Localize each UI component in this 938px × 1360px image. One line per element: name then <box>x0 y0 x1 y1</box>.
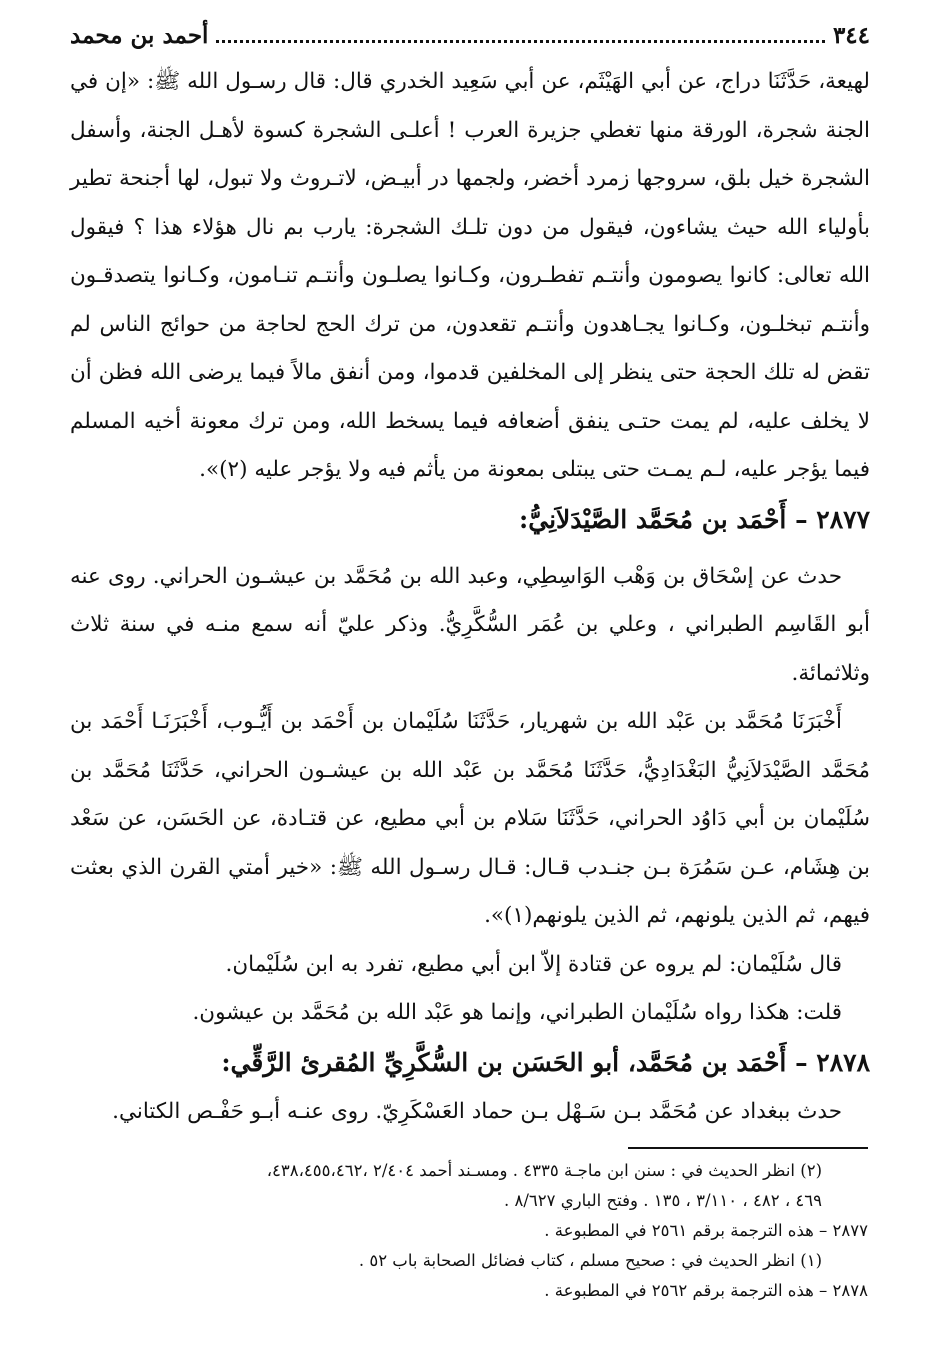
entry-title-2877: ٢٨٧٧ – أَحْمَد بن مُحَمَّد الصَّيْدَلاَنِيُّ: <box>519 504 870 534</box>
footnote-2-line2: ٤٦٩ ، ٤٨٢ ، ٣/١١٠ ، ١٣٥ . وفتح الباري ٨/٦٢٧ . <box>503 1191 822 1210</box>
biography-paragraph-2: حدث ببغداد عن مُحَمَّد بـن سَـهْل بـن حماد العَسْكَرِيّ. روى عنـه أبـو حَفْـص الكتاني. <box>112 1098 842 1124</box>
footnote-2-line1: (٢) انظر الحديث في : سنن ابن ماجـة ٤٣٣٥ . ومسـند أحمد ٢/٤٠٤ ،٤٣٨،٤٥٥،٤٦٢، <box>266 1161 822 1180</box>
spacer <box>70 545 870 553</box>
running-title: أحمد بن محمد <box>70 22 209 49</box>
page-header <box>70 22 870 58</box>
header-dotted-leader <box>216 40 824 43</box>
page-number: ٣٤٤ <box>832 22 870 49</box>
hadith-paragraph: لهيعة، حَدَّثَنَا دراج، عن أبي الهَيْثَم، عن أبي سَعِيد الخدري قال: قال رسـول الله ﷺ: «إن في الجنة شجرة، الورقة منها تغطي جزيرة العرب ! أعلـى الشجرة كسوة لأهـل الجنة، وأسفل الشجرة خيل بلق، سروجها زمرد أخضر، ولجمها در أبيـض، لاتـروث ولا تبول، لها أجنحة تطير بأولياء الله حيث يشاءون، فيقول من دون تلـك الشجرة: يارب بم نال هؤلاء هذا ؟ فيقول الله تعالى: كانوا يصومون وأنتـم تفطـرون، وكـانوا يصلـون وأنتـم تنـامون، وكـانوا يتصدقـون وأنتـم تبخلـون، وكـانوا يجـاهدون وأنتـم تقعدون، من ترك الحج لحاجة من حوائج الناس لم تقض له تلك الحجة حتى ينظر إلى المخلفين قدموا، ومن أنفق مالاً فيما يرضى الله فظن أن لا يخلف عليه، لم يمت حتـى ينفق أضعافه فيما يسخط الله، ومن ترك معونة أخيه المسلم فيما يؤجر عليه، لـم يمـت حتى يبتلى بمعونة من يأثم فيه ولا يؤجر عليه (٢)». <box>70 69 870 482</box>
footnote-entry-2877: ٢٨٧٧ – هذه الترجمة برقم ٢٥٦١ في المطبوعة . <box>544 1221 868 1240</box>
footnote-entry-2878: ٢٨٧٨ – هذه الترجمة برقم ٢٥٦٢ في المطبوعة . <box>544 1281 868 1300</box>
entry-title-2878: ٢٨٧٨ – أَحْمَد بن مُحَمَّد، أبو الحَسَن بن السُّكَّرِيِّ المُقرئ الرَّقِّي: <box>221 1047 870 1077</box>
book-page <box>70 22 870 1136</box>
note-paragraph: قلت: هكذا رواه سُلَيْمان الطبراني، وإنما هو عَبْد الله بن مُحَمَّد بن عيشون. <box>192 1000 842 1025</box>
biography-paragraph: حدث عن إسْحَاق بن وَهْب الوَاسِطِي، وعبد الله بن مُحَمَّد بن عيشـون الحراني. روى عنه أبو القَاسِم الطبراني ، وعلي بن عُمَر السُّكَّرِيُّ. وذكر عليّ أنه سمع منـه في سنة ثلاث وثلاثمائة. <box>70 563 870 686</box>
isnad-paragraph: أَخْبَرَنَا مُحَمَّد بن عَبْد الله بن شهريار، حَدَّثَنَا سُلَيْمان بن أَحْمَد بن أَيُّـوب، أَخْبَرَنَـا أَحْمَد بن مُحَمَّد الصَّيْدَلاَنِيُّ البَغْدَادِيُّ، حَدَّثَنَا مُحَمَّد بن عَبْد الله بن عيشـون الحراني، حَدَّثَنَا مُحَمَّد بن سُلَيْمان بن أبي دَاوُد الحراني، حَدَّثَنَا سَلام بن أبي مطيع، عن قتـادة، عن الحَسَن، عن سَعْد بن هِشَام، عـن سَمُرَة بـن جنـدب قـال: قـال رسـول الله ﷺ: «خير أمتي القرن الذي بعثت فيهم، ثم الذين يلونهم، ثم الذين يلونهم(١)». <box>70 709 870 928</box>
footnotes <box>68 1156 868 1306</box>
footnote-rule <box>628 1147 868 1149</box>
comment-paragraph: قال سُلَيْمان: لم يروه عن قتادة إلاّ ابن أبي مطيع، تفرد به ابن سُلَيْمان. <box>225 951 842 977</box>
footnote-1: (١) انظر الحديث في : صحيح مسلم ، كتاب فضائل الصحابة باب ٥٢ . <box>358 1251 822 1270</box>
